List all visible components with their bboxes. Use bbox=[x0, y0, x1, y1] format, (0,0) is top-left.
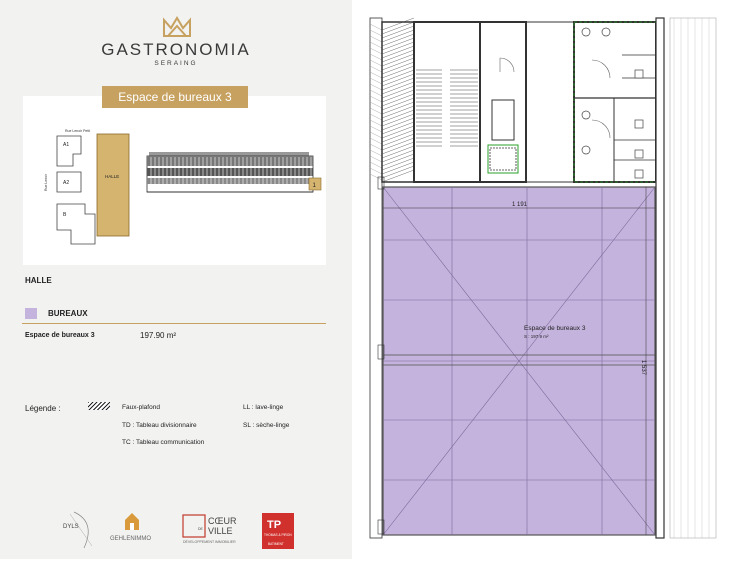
room-name: Espace de bureaux 3 bbox=[524, 325, 586, 332]
coeur-text: CŒUR bbox=[208, 516, 237, 526]
gastronomia-logo-icon bbox=[162, 14, 192, 38]
section-halle: HALLE bbox=[25, 276, 52, 285]
partners-svg bbox=[22, 508, 326, 552]
facade-elevation bbox=[147, 152, 313, 192]
floor-plan-panel bbox=[352, 0, 736, 559]
lot-b: B bbox=[63, 212, 67, 218]
floor-plan bbox=[352, 0, 736, 559]
room-area: S : 197.9 m² bbox=[524, 334, 549, 339]
lot-a2: A2 bbox=[63, 180, 70, 186]
building-halle bbox=[97, 134, 129, 236]
building-a1 bbox=[57, 136, 81, 166]
legend-ll: LL : lave-linge bbox=[243, 404, 284, 411]
gehlen-logo: GEHLENIMMO bbox=[110, 536, 152, 542]
tp-sub: BATIMENT bbox=[268, 542, 284, 546]
tp-mark: TP bbox=[267, 519, 282, 531]
legend-faux-plafond: Faux-plafond bbox=[122, 404, 160, 411]
brand-name: GASTRONOMIA bbox=[101, 40, 251, 59]
building-b bbox=[57, 204, 95, 244]
info-panel bbox=[0, 0, 352, 559]
dimension-height: 1 537 bbox=[640, 360, 646, 376]
legend-title: Légende : bbox=[25, 404, 61, 413]
space-name: Espace de bureaux 3 bbox=[25, 332, 95, 339]
selected-space-number: 1 bbox=[312, 183, 316, 189]
ville-text: VILLE bbox=[208, 526, 233, 536]
divider bbox=[22, 323, 326, 324]
street-label-side: Rue Lenoir bbox=[44, 173, 48, 191]
hatch-icon bbox=[88, 402, 110, 410]
gehlen-house-icon bbox=[125, 513, 139, 530]
tp-name: THOMAS & PIRON bbox=[264, 533, 292, 537]
space-title-badge: Espace de bureaux 3 bbox=[102, 86, 248, 108]
dyls-logo: DYLS bbox=[63, 524, 79, 530]
legend-sl: SL : sèche-linge bbox=[243, 422, 290, 429]
site-plan bbox=[23, 96, 326, 265]
street-label-top: Rue Lenoir Petit bbox=[65, 129, 91, 133]
bureaux-label: BUREAUX bbox=[48, 309, 88, 318]
coeur-subtitle: DÉVELOPPEMENT IMMOBILIER bbox=[183, 540, 236, 544]
legend-tc: TC : Tableau communication bbox=[122, 439, 205, 446]
coeur-de-text: DE bbox=[198, 527, 203, 531]
coeur-box bbox=[183, 515, 205, 537]
legend-td: TD : Tableau divisionnaire bbox=[122, 422, 197, 429]
space-area: 197.90 m² bbox=[140, 331, 177, 340]
dimension-width: 1 191 bbox=[512, 202, 528, 208]
partner-logos bbox=[22, 508, 326, 552]
bureaux-swatch bbox=[25, 308, 37, 319]
lot-a1: A1 bbox=[63, 142, 70, 148]
brand-subtitle: SERAING bbox=[154, 60, 198, 67]
site-plan-card bbox=[23, 96, 326, 265]
lot-halle: HALLE bbox=[105, 174, 120, 179]
